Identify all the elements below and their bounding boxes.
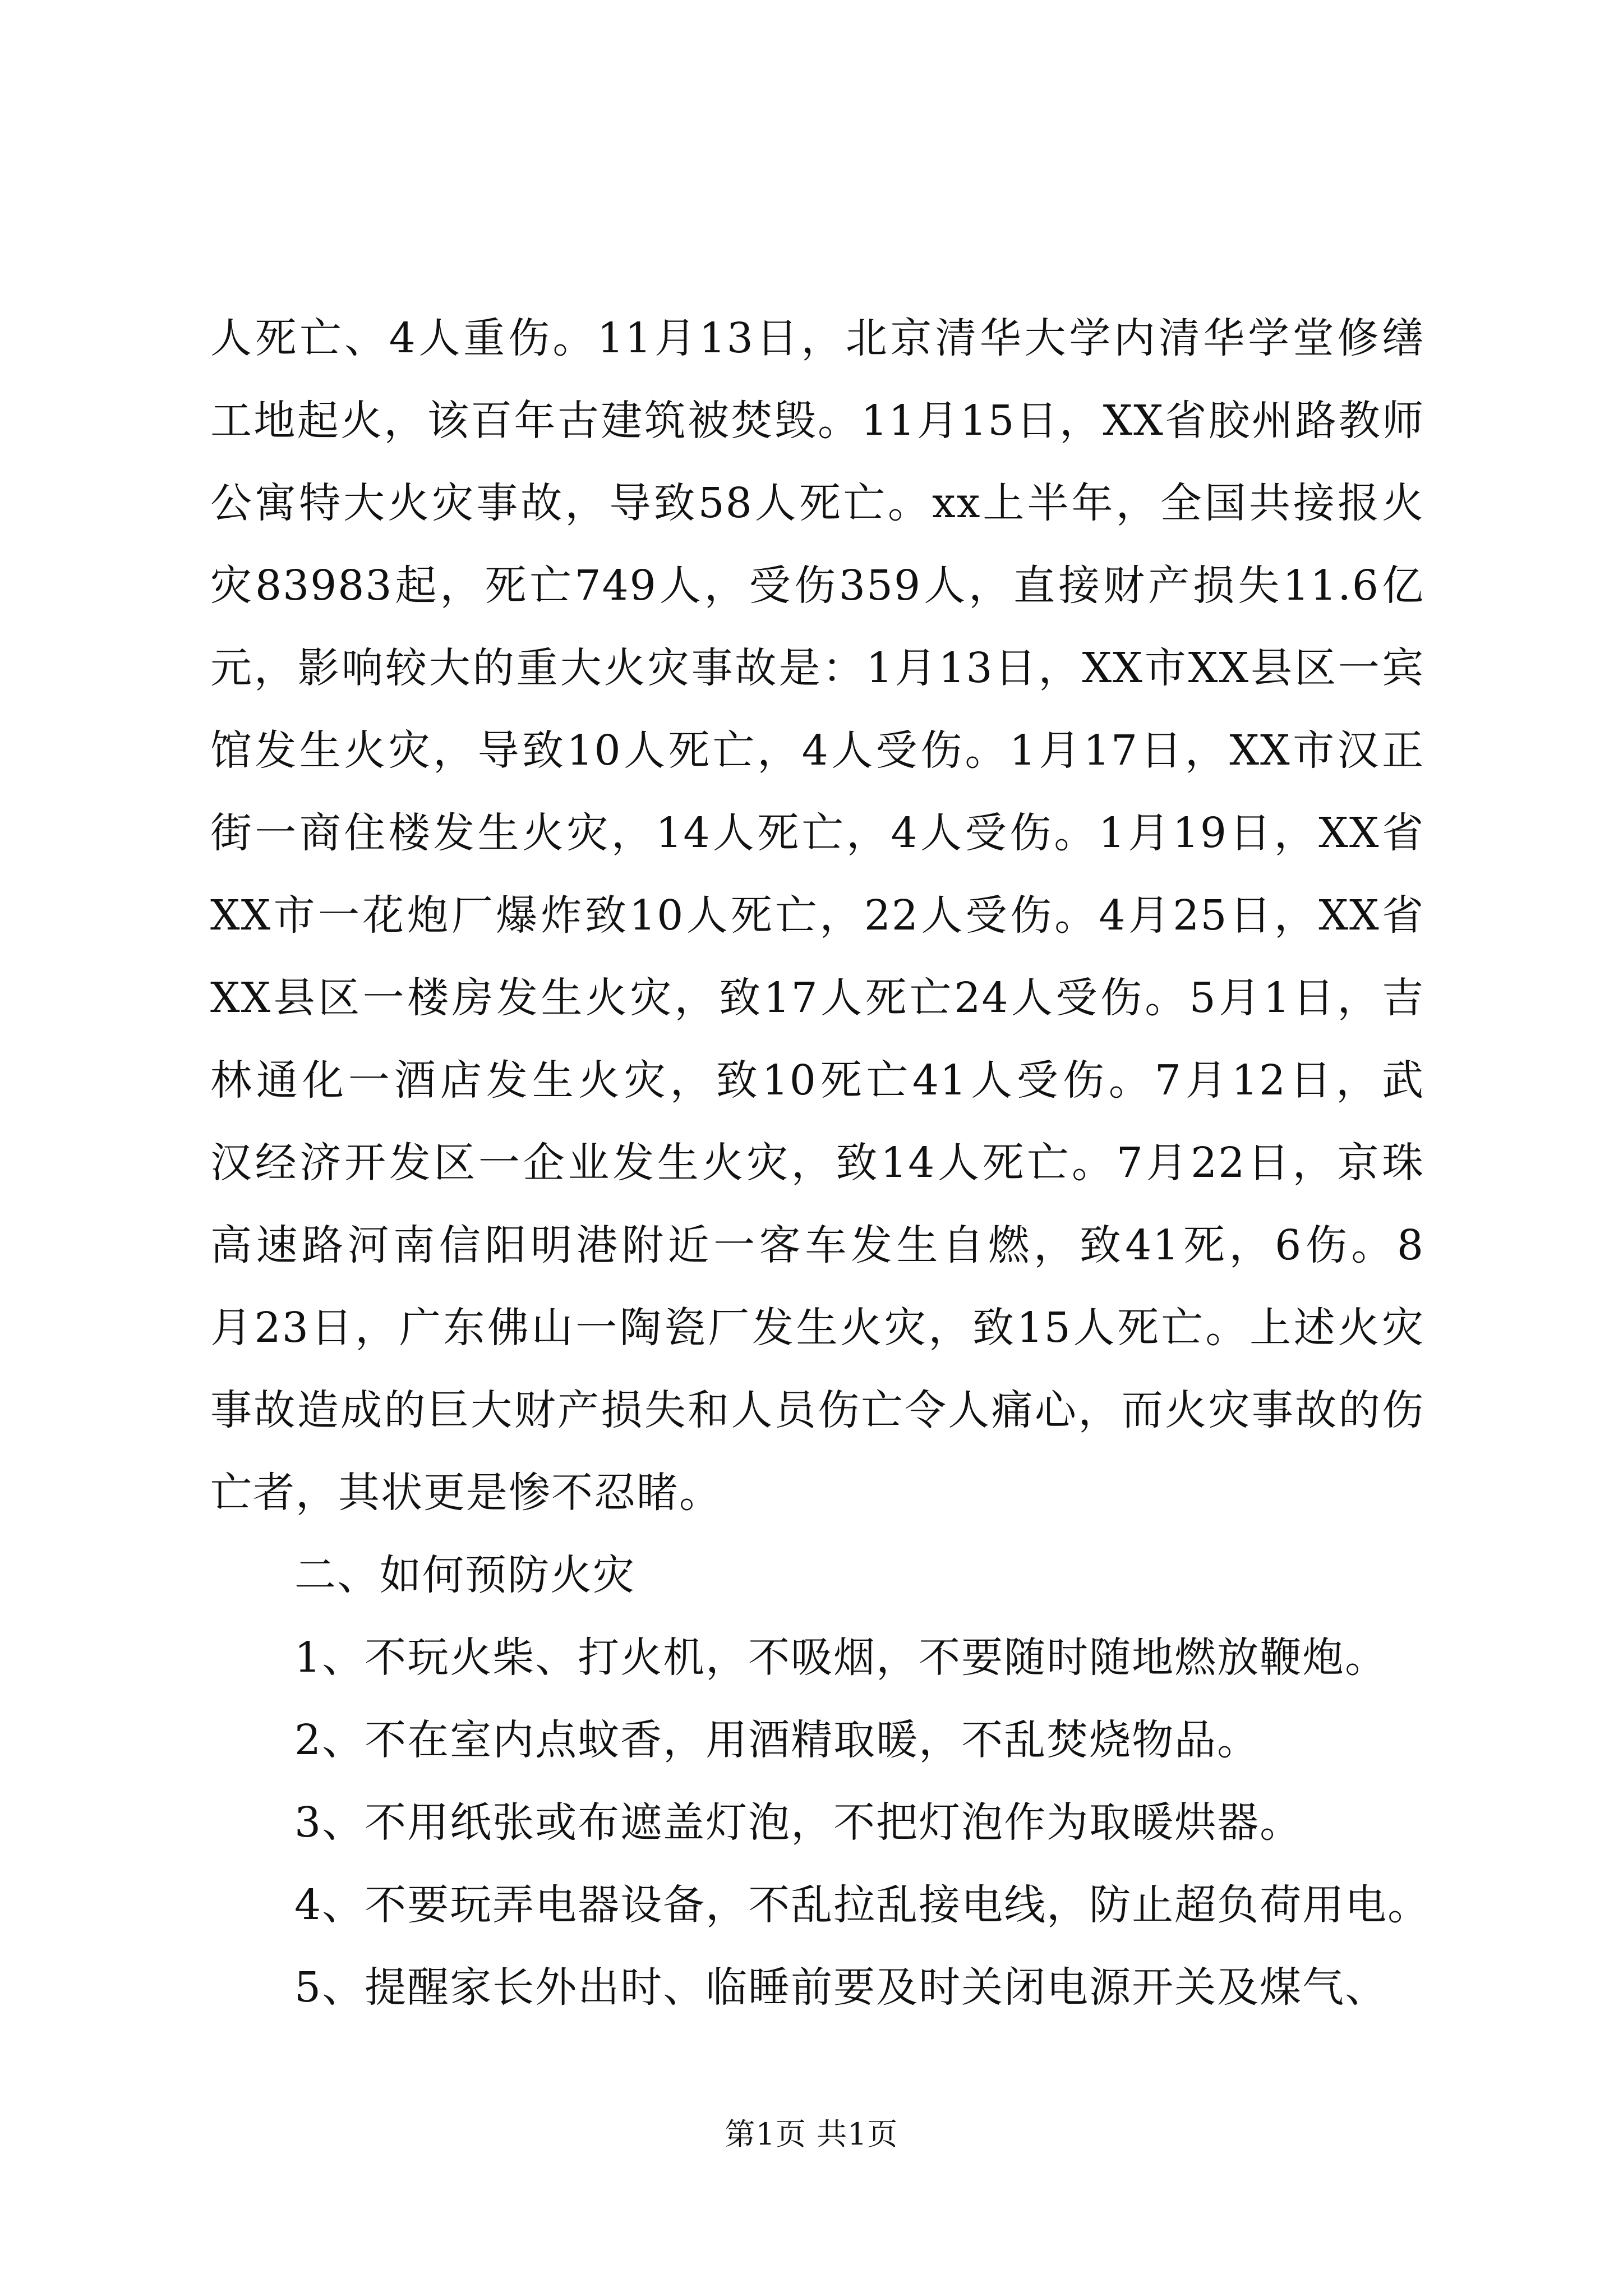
paragraph-last-line: 亡者，其状更是惨不忍睹。 bbox=[210, 1469, 722, 1517]
paragraph-line: 工地起火，该百年古建筑被焚毁。11月15日，XX省胶州路教师 bbox=[210, 397, 1424, 445]
paragraph-line: 汉经济开发区一企业发生火灾，致14人死亡。7月22日，京珠 bbox=[210, 1139, 1424, 1187]
paragraph-line: XX县区一楼房发生火灾，致17人死亡24人受伤。5月1日，吉 bbox=[210, 974, 1424, 1022]
paragraph-line: XX市一花炮厂爆炸致10人死亡，22人受伤。4月25日，XX省 bbox=[210, 891, 1424, 940]
list-item: 4、不要玩弄电器设备，不乱拉乱接电线，防止超负荷用电。 bbox=[294, 1881, 1431, 1929]
paragraph-line: 林通化一酒店发生火灾，致10死亡41人受伤。7月12日，武 bbox=[210, 1056, 1424, 1105]
list-item: 1、不玩火柴、打火机，不吸烟，不要随时随地燃放鞭炮。 bbox=[294, 1634, 1388, 1682]
paragraph-line: 月23日，广东佛山一陶瓷厂发生火灾，致15人死亡。上述火灾 bbox=[210, 1304, 1424, 1352]
list-item: 3、不用纸张或布遮盖灯泡，不把灯泡作为取暖烘器。 bbox=[294, 1798, 1303, 1847]
list-item: 5、提醒家长外出时、临睡前要及时关闭电源开关及煤气、 bbox=[294, 1963, 1388, 2012]
section-heading: 二、如何预防火灾 bbox=[294, 1551, 635, 1599]
page-footer: 第1页 共1页 bbox=[725, 2116, 898, 2152]
paragraph-line: 公寓特大火灾事故，导致58人死亡。xx上半年，全国共接报火 bbox=[210, 479, 1424, 527]
paragraph-line: 人死亡、4人重伤。11月13日，北京清华大学内清华学堂修缮 bbox=[210, 314, 1424, 362]
list-item: 2、不在室内点蚊香，用酒精取暖，不乱焚烧物品。 bbox=[294, 1716, 1260, 1764]
paragraph-line: 事故造成的巨大财产损失和人员伤亡令人痛心，而火灾事故的伤 bbox=[210, 1386, 1424, 1434]
paragraph-line: 灾83983起，死亡749人，受伤359人，直接财产损失11.6亿 bbox=[210, 562, 1424, 610]
document-body bbox=[210, 297, 1431, 2029]
paragraph-line: 街一商住楼发生火灾，14人死亡，4人受伤。1月19日，XX省 bbox=[210, 809, 1424, 857]
paragraph-line: 高速路河南信阳明港附近一客车发生自燃，致41死，6伤。8 bbox=[210, 1221, 1424, 1269]
paragraph-line: 馆发生火灾，导致10人死亡，4人受伤。1月17日，XX市汉正 bbox=[210, 726, 1424, 775]
paragraph-line: 元，影响较大的重大火灾事故是：1月13日，XX市XX县区一宾 bbox=[210, 644, 1424, 692]
